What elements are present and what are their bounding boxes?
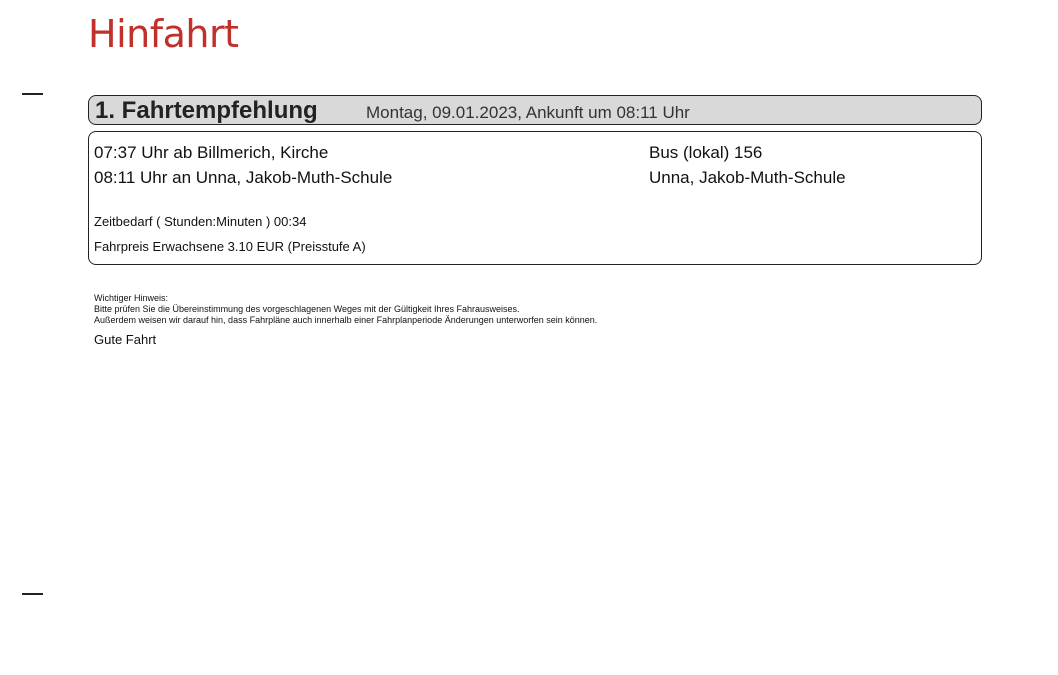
page-title: Hinfahrt — [88, 12, 239, 56]
margin-mark-bottom — [22, 593, 43, 595]
margin-mark-top — [22, 93, 43, 95]
duration-text: Zeitbedarf ( Stunden:Minuten ) 00:34 — [94, 214, 307, 229]
notice-heading: Wichtiger Hinweis: — [94, 293, 169, 303]
notice-line-2: Außerdem weisen wir darauf hin, dass Fahrpläne auch innerhalb einer Fahrplanperiode Änderungen unterworfen sein können. — [94, 315, 598, 325]
fare-text: Fahrpreis Erwachsene 3.10 EUR (Preisstufe A) — [94, 239, 366, 254]
closing-text: Gute Fahrt — [94, 332, 157, 347]
recommendation-title: 1. Fahrtempfehlung — [95, 97, 318, 124]
departure-line: 07:37 Uhr ab Billmerich, Kirche — [94, 143, 329, 162]
arrival-line: 08:11 Uhr an Unna, Jakob-Muth-Schule — [94, 168, 393, 187]
recommendation-date: Montag, 09.01.2023, Ankunft um 08:11 Uhr — [366, 103, 690, 122]
transit-line: Bus (lokal) 156 — [649, 143, 763, 162]
destination-line: Unna, Jakob-Muth-Schule — [649, 168, 846, 187]
notice-line-1: Bitte prüfen Sie die Übereinstimmung des vorgeschlagenen Weges mit der Gültigkeit Ihres Fahrausweises. — [94, 304, 520, 314]
recommendation-header — [88, 95, 982, 125]
recommendation-details — [88, 131, 982, 265]
